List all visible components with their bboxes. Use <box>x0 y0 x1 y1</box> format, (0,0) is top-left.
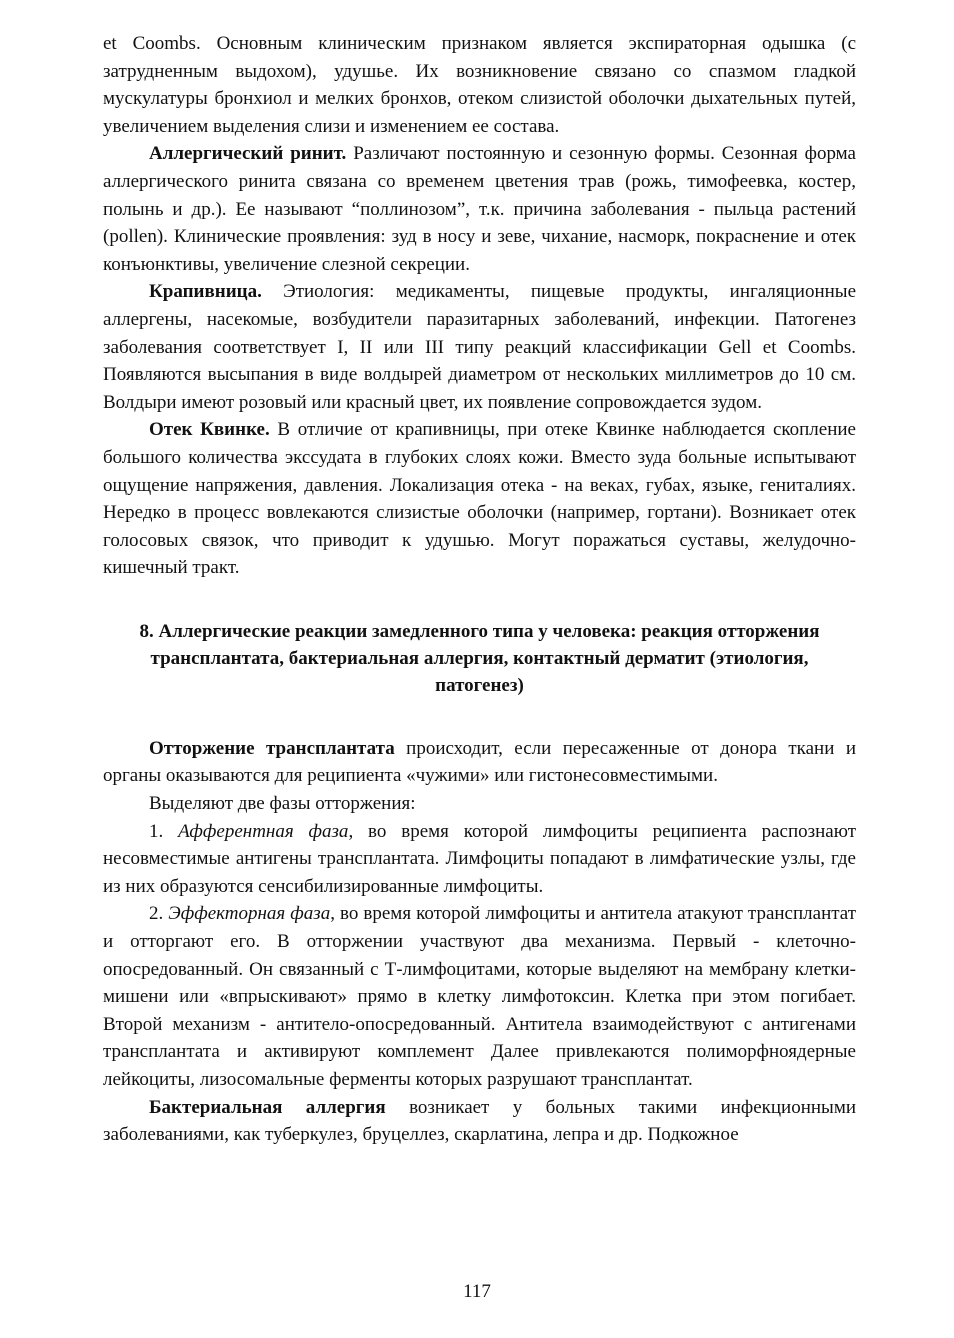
paragraph-rejection-phases-intro: Выделяют две фазы отторжения: <box>149 793 416 815</box>
paragraph-text: В отличие от крапивницы, при отеке Квинке наблюдается скопление большого количества экссудата в глубоких слоях кожи. Вместо зуда больные испытывают ощущение напряжения, давления. Локализация отека - на веках, губах, языке, гениталиях. Нередко в процесс вовлекаются слизистые оболочки (например, гортани). Возникает отек голосовых связок, что приводит к удушью. Могут поражаться суставы, желудочно-кишечный тракт. <box>103 419 856 579</box>
section-heading: 8. Аллергические реакции замедленного типа у человека: реакция отторжения трансплантата, бактериальная аллергия, контактный дерматит (этиология, патогенез) <box>139 620 820 696</box>
paragraph-title: Аллергический ринит. <box>149 143 347 165</box>
phase-term: Эффекторная фаза <box>168 903 331 925</box>
paragraph-text: Различают постоянную и сезонную формы. Сезонная форма аллергического ринита связана со временем цветения трав (рожь, тимофеевка, костер, полынь и др.). Ее называют “поллинозом”, т.к. причина заболевания - пыльца растений (pollen). Клинические проявления: зуд в носу и зеве, чихание, насморк, покраснение и отек конъюнктивы, увеличение слезной секреции. <box>103 143 856 275</box>
paragraph-text: Этиология: медикаменты, пищевые продукты, ингаляционные аллергены, насекомые, возбудители паразитарных заболеваний, инфекции. Патогенез заболевания соответствует I, II или III типу реакций классификации Gell et Coombs. Появляются высыпания в виде волдырей диаметром от нескольких миллиметров до 10 см. Волдыри имеют розовый или красный цвет, их появление сопровождается зудом. <box>103 281 856 413</box>
paragraph-text: , во время которой лимфоциты и антитела атакуют трансплантат и отторгают его. В отторжении участвуют два механизма. Первый - клеточно-опосредованный. Он связанный с Т-лимфоцитами, которые выделяют на мембрану клетки-мишени или «впрыскивают» прямо в клетку лимфотоксин. Клетка при этом погибает. Второй механизм - антитело-опосредованный. Антитела взаимодействуют с антигенами трансплантата и активируют комплемент Далее привлекаются полиморфноядерные лейкоциты, лизосомальные ферменты которых разрушают трансплантат. <box>103 903 857 1090</box>
paragraph-asthma-continuation: et Coombs. Основным клиническим признаком является экспираторная одышка (с затрудненным выдохом), удушье. Их возникновение связано со спазмом гладкой мускулатуры бронхиол и мелких бронхов, отеком слизистой оболочки дыхательных путей, увеличением выделения слизи и изменением ее состава. <box>103 33 856 137</box>
paragraph-urticaria <box>103 278 856 416</box>
paragraph-title: Крапивница. <box>149 281 262 303</box>
paragraph-text: , во время которой лимфоциты реципиента распознают несовместимые антигены трансплантата. Лимфоциты попадают в лимфатические узлы, где из них образуются сенсибилизированные лимфоциты. <box>103 820 856 897</box>
paragraph-title: Отторжение трансплантата <box>149 737 395 759</box>
page-body <box>103 30 856 1149</box>
page-number: 117 <box>463 1281 491 1302</box>
paragraph-effector-phase <box>103 900 856 1093</box>
list-number: 2. <box>149 903 169 925</box>
paragraph-transplant-rejection <box>103 735 856 790</box>
paragraph-title: Отек Квинке. <box>149 419 270 441</box>
paragraph-allergic-rhinitis <box>103 140 856 278</box>
paragraph-text: происходит, если пересаженные от донора ткани и органы оказываются для реципиента «чужими» или гистонесовместимыми. <box>103 737 856 787</box>
paragraph-title: Бактериальная аллергия <box>149 1096 386 1118</box>
paragraph-bacterial-allergy <box>103 1094 856 1149</box>
paragraph-text: возникает у больных такими инфекционными заболеваниями, как туберкулез, бруцеллез, скарлатина, лепра и др. Подкожное <box>103 1096 857 1146</box>
paragraph-quincke-edema <box>103 416 856 582</box>
paragraph-afferent-phase <box>103 818 856 901</box>
phase-term: Афферентная фаза <box>178 820 349 842</box>
list-number: 1. <box>149 820 179 842</box>
